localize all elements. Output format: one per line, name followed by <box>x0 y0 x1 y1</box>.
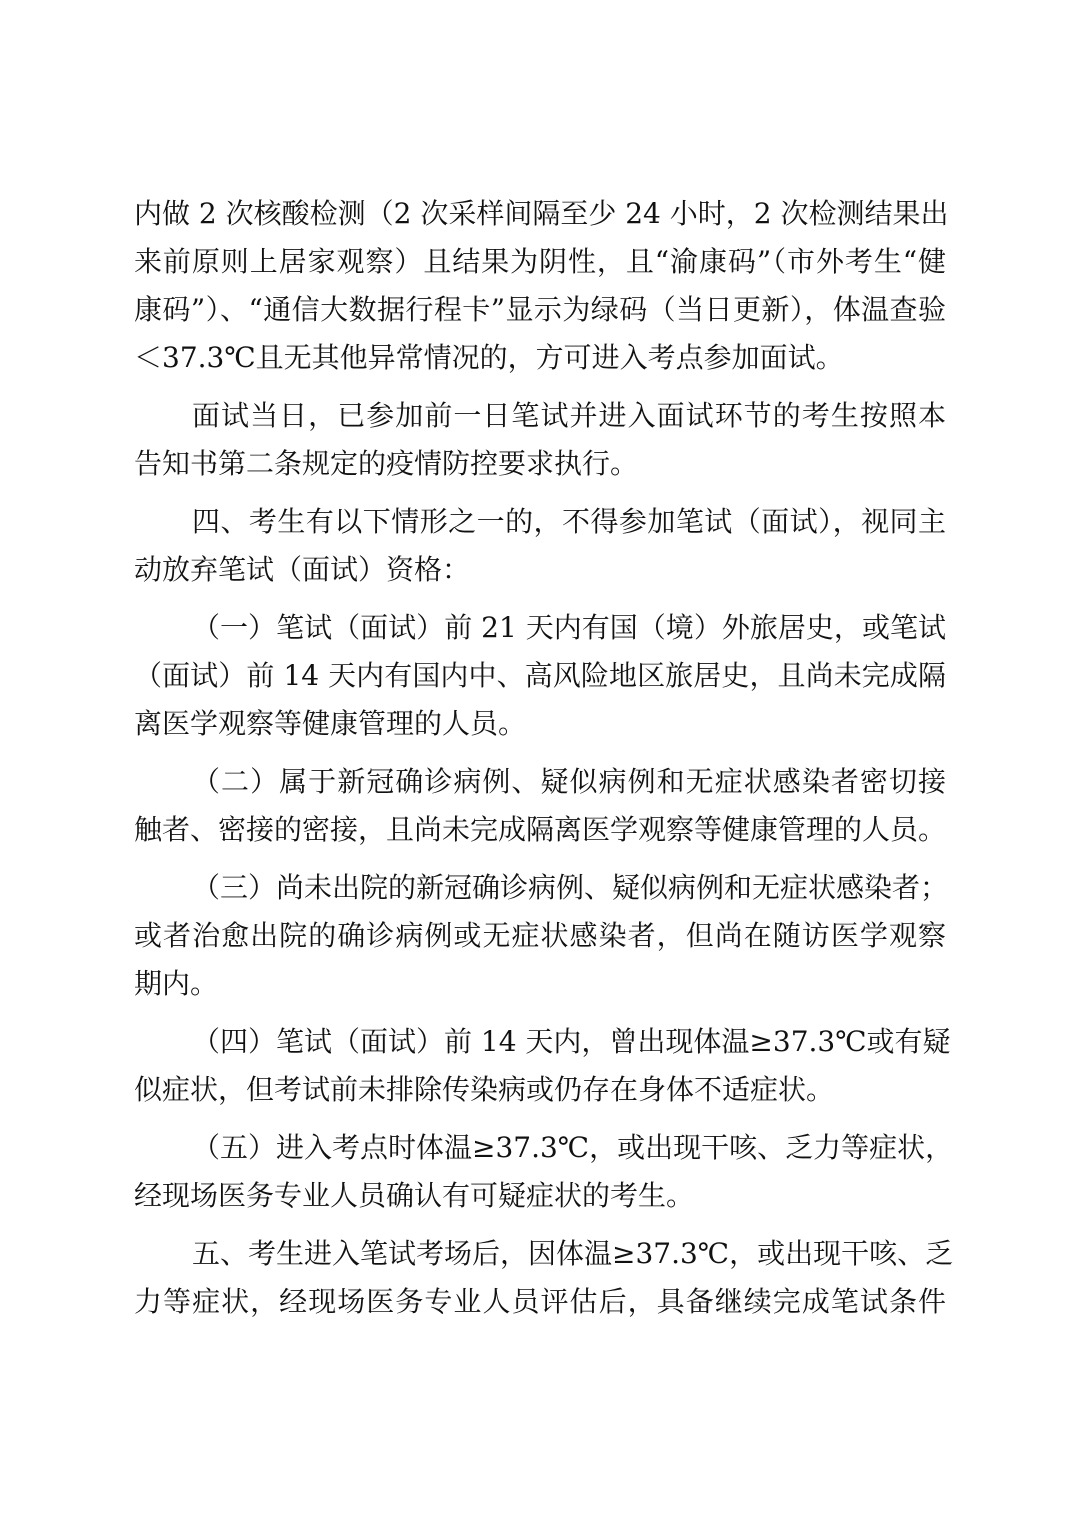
text-line: （面试）前 14 天内有国内中、高风险地区旅居史，且尚未完成隔 <box>134 659 946 692</box>
text-line: 力等症状，经现场医务专业人员评估后，具备继续完成笔试条件 <box>134 1285 946 1318</box>
paragraph-section-four <box>134 498 946 594</box>
text-line: 或者治愈出院的确诊病例或无症状感染者，但尚在随访医学观察 <box>134 919 946 952</box>
text-line: 来前原则上居家观察）且结果为阴性，且“渝康码”（市外考生“健 <box>134 245 946 278</box>
paragraph-item-one <box>134 604 946 748</box>
text-line: 四、考生有以下情形之一的，不得参加笔试（面试），视同主 <box>192 505 946 538</box>
paragraph-interview-day <box>134 392 946 488</box>
paragraph-item-two <box>134 758 946 854</box>
text-line: 康码”）、“通信大数据行程卡”显示为绿码（当日更新），体温查验 <box>134 293 946 326</box>
text-line: 内做 2 次核酸检测（2 次采样间隔至少 24 小时，2 次检测结果出 <box>134 197 949 230</box>
paragraph-continuation <box>134 190 949 382</box>
text-line: （三）尚未出院的新冠确诊病例、疑似病例和无症状感染者； <box>192 871 949 904</box>
paragraph-item-three <box>134 864 949 1008</box>
text-line: （五）进入考点时体温≥37.3℃，或出现干咳、乏力等症状， <box>192 1131 954 1164</box>
paragraph-section-five <box>134 1230 954 1326</box>
text-line: 触者、密接的密接，且尚未完成隔离医学观察等健康管理的人员。 <box>134 813 947 846</box>
text-line: （二）属于新冠确诊病例、疑似病例和无症状感染者密切接 <box>192 765 946 798</box>
text-line: ＜37.3℃且无其他异常情况的，方可进入考点参加面试。 <box>134 341 844 374</box>
text-line: 似症状，但考试前未排除传染病或仍存在身体不适症状。 <box>134 1073 835 1106</box>
text-line: 动放弃笔试（面试）资格： <box>134 553 471 586</box>
text-line: （四）笔试（面试）前 14 天内，曾出现体温≥37.3℃或有疑 <box>192 1025 951 1058</box>
document-page <box>134 190 954 1336</box>
paragraph-item-four <box>134 1018 951 1114</box>
text-line: 离医学观察等健康管理的人员。 <box>134 707 527 740</box>
text-line: 五、考生进入笔试考场后，因体温≥37.3℃，或出现干咳、乏 <box>192 1237 954 1270</box>
text-line: 期内。 <box>134 967 219 1000</box>
text-line: 面试当日，已参加前一日笔试并进入面试环节的考生按照本 <box>192 399 946 432</box>
text-line: 经现场医务专业人员确认有可疑症状的考生。 <box>134 1179 695 1212</box>
paragraph-item-five <box>134 1124 954 1220</box>
text-line: （一）笔试（面试）前 21 天内有国（境）外旅居史，或笔试 <box>192 611 946 644</box>
text-line: 告知书第二条规定的疫情防控要求执行。 <box>134 447 639 480</box>
